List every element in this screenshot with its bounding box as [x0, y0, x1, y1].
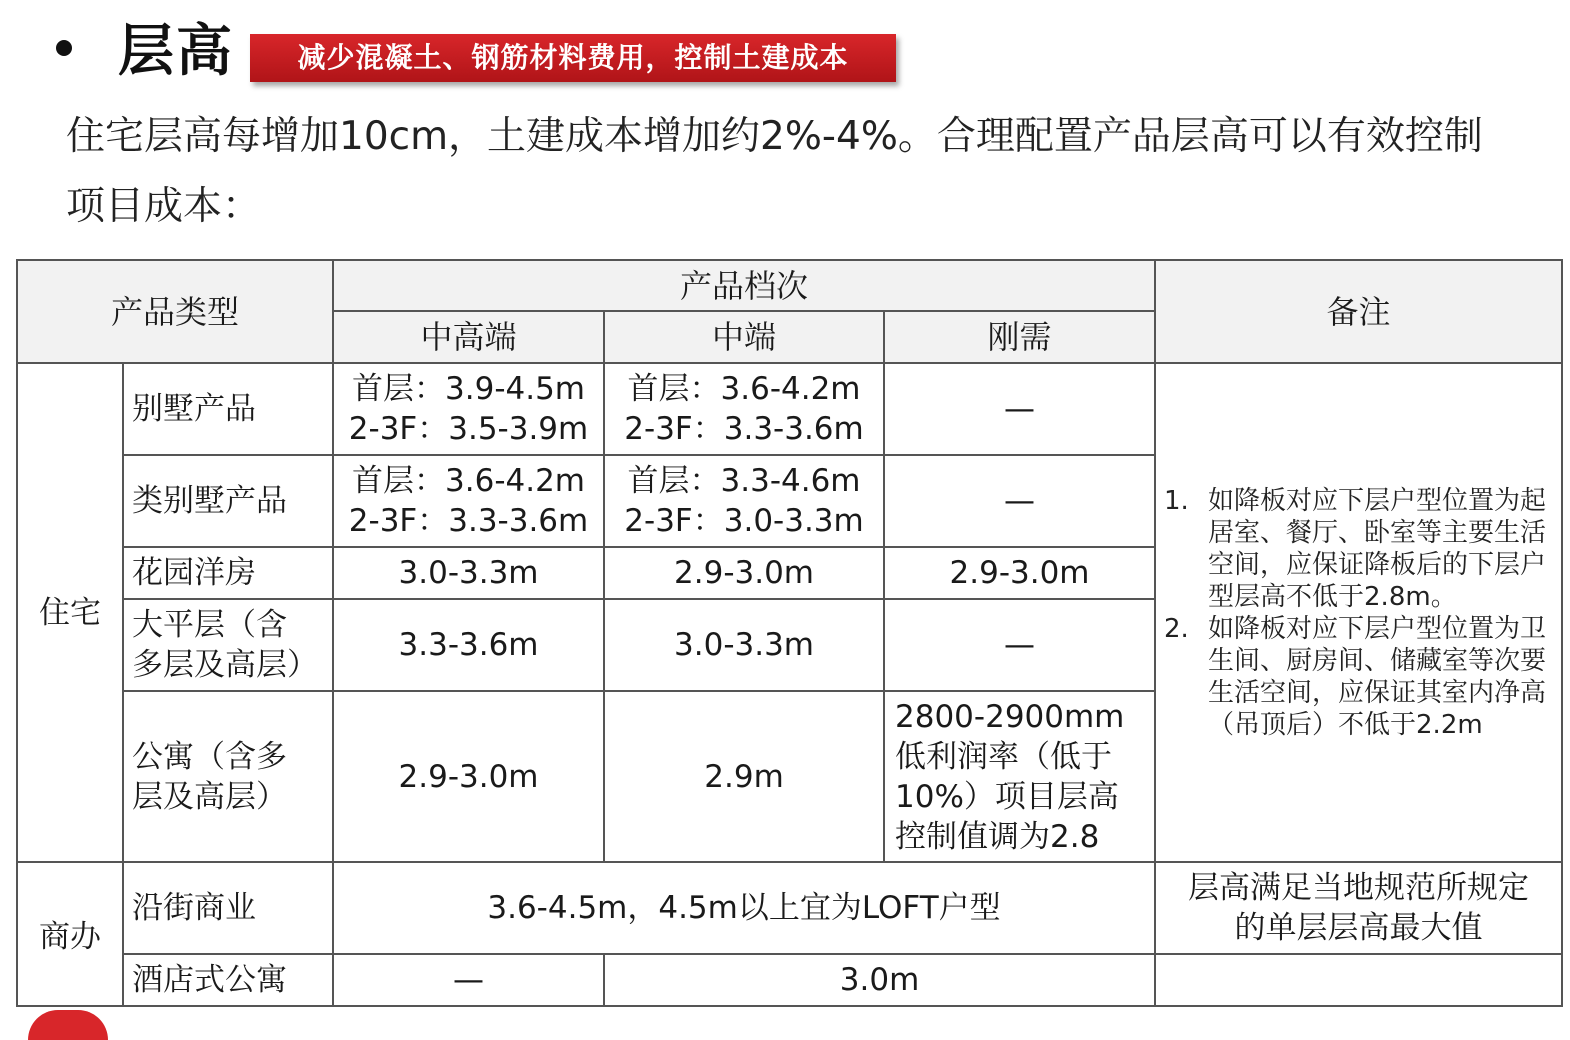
row-label: 大平层（含 多层及高层）	[123, 599, 333, 691]
cell-street-value: 3.6-4.5m，4.5m以上宜为LOFT户型	[333, 862, 1155, 954]
table-row	[17, 862, 1562, 954]
cell-mid: 2.9-3.0m	[604, 547, 884, 599]
cell-high: —	[333, 954, 604, 1006]
cell-basic: —	[884, 599, 1155, 691]
cell-basic: 2800-2900mm 低利润率（低于 10%）项目层高 控制值调为2.8	[884, 691, 1155, 862]
cell-high: 首层：3.9-4.5m 2-3F：3.5-3.9m	[333, 363, 604, 455]
header-grade: 产品档次	[333, 260, 1155, 311]
cell-mid: 2.9m	[604, 691, 884, 862]
cell-high: 3.0-3.3m	[333, 547, 604, 599]
cell-mid-basic: 3.0m	[604, 954, 1155, 1006]
row-label: 别墅产品	[123, 363, 333, 455]
page-title: 层高	[118, 19, 234, 84]
cell-high: 3.3-3.6m	[333, 599, 604, 691]
cell-high: 首层：3.6-4.2m 2-3F：3.3-3.6m	[333, 455, 604, 547]
cell-mid: 首层：3.6-4.2m 2-3F：3.3-3.6m	[604, 363, 884, 455]
cell-basic: 2.9-3.0m	[884, 547, 1155, 599]
row-label: 公寓（含多 层及高层）	[123, 691, 333, 862]
cell-high: 2.9-3.0m	[333, 691, 604, 862]
header-grade-mid: 中端	[604, 311, 884, 363]
row-label: 花园洋房	[123, 547, 333, 599]
table-row	[17, 363, 1562, 455]
category-residential: 住宅	[17, 363, 123, 862]
cell-basic: —	[884, 455, 1155, 547]
bullet-dot	[56, 40, 72, 56]
cell-mid: 3.0-3.3m	[604, 599, 884, 691]
header-grade-high: 中高端	[333, 311, 604, 363]
cell-basic: —	[884, 363, 1155, 455]
cell-mid: 首层：3.3-4.6m 2-3F：3.0-3.3m	[604, 455, 884, 547]
cell-remark-empty	[1155, 954, 1562, 1006]
note-item: 2. 如降板对应下层户型位置为卫生间、厨房间、储藏室等次要生活空间，应保证其室内净高（吊顶后）不低于2.2m	[1164, 613, 1547, 740]
header-grade-basic: 刚需	[884, 311, 1155, 363]
note-item: 1. 如降板对应下层户型位置为起居室、餐厅、卧室等主要生活空间，应保证降板后的下层户型层高不低于2.8m。	[1164, 485, 1547, 612]
residential-notes	[1155, 363, 1562, 862]
subtitle-banner: 减少混凝土、钢筋材料费用，控制土建成本	[250, 34, 896, 82]
table-row	[17, 954, 1562, 1006]
header-product-type: 产品类型	[17, 260, 333, 363]
header-remarks: 备注	[1155, 260, 1562, 363]
decorative-red-circle	[28, 1010, 108, 1040]
category-commercial: 商办	[17, 862, 123, 1006]
intro-paragraph: 住宅层高每增加10cm，土建成本增加约2%-4%。合理配置产品层高可以有效控制项目成本：	[66, 114, 1483, 229]
cell-remark: 层高满足当地规范所规定 的单层层高最大值	[1155, 862, 1562, 954]
row-label: 沿街商业	[123, 862, 333, 954]
row-label: 酒店式公寓	[123, 954, 333, 1006]
floor-height-table	[16, 259, 1563, 1007]
row-label: 类别墅产品	[123, 455, 333, 547]
